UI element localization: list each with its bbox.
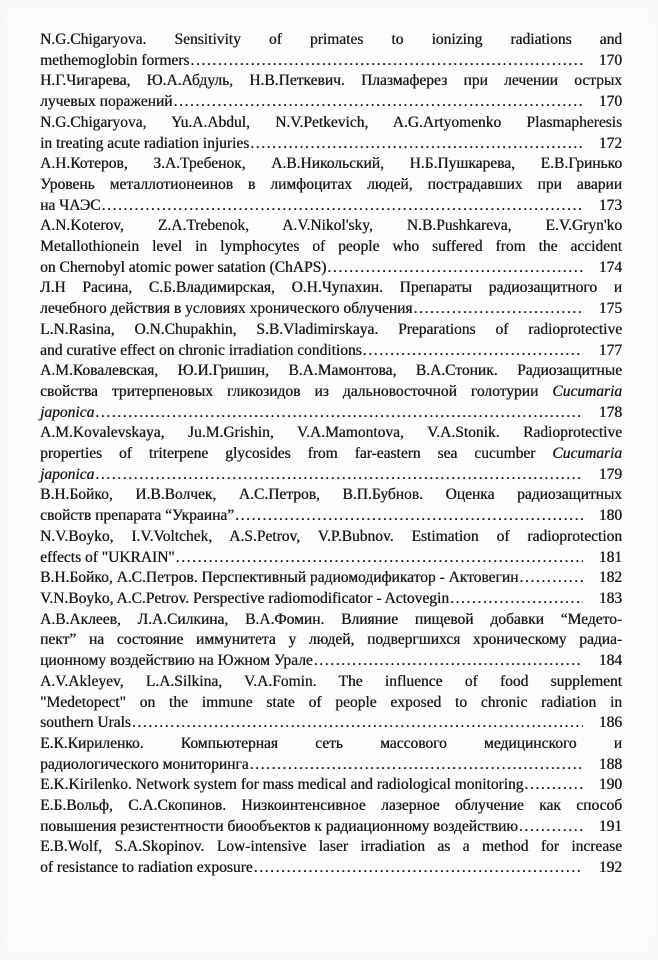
toc-entry [40, 589, 622, 610]
toc-entry-line: на ЧАЭС [40, 196, 101, 214]
toc-page-number: 188 [598, 755, 622, 773]
toc-page-number: 170 [598, 93, 622, 111]
toc-entry-last-line [40, 506, 622, 527]
toc-entry-last-line [40, 651, 622, 672]
toc-entry-line: лучевых поражений [40, 93, 173, 111]
toc-entry-last-line [40, 775, 622, 796]
toc-entry-line: В.Н.Бойко, И.В.Волчек, А.С.Петров, В.П.Бубнов. Оценка радиозащитных [40, 486, 622, 504]
toc-page-number: 173 [598, 196, 622, 214]
toc-entry-line: В.Н.Бойко, А.С.Петров. Перспективный радиомодификатор - Актовегин [40, 569, 519, 587]
toc-entry-line: on Chernobyl atomic power satation (ChAPS) [40, 258, 327, 276]
toc-page-number: 186 [598, 714, 622, 732]
toc-entry [40, 775, 622, 796]
toc-entry-line: japonica [40, 465, 95, 483]
toc-entry-line: A.M.Kovalevskaya, Ju.M.Grishin, V.A.Mamontova, V.A.Stonik. Radioprotective [40, 424, 622, 442]
toc-entry [40, 154, 622, 216]
toc-entry-line: А.М.Ковалевская, Ю.И.Гришин, В.А.Мамонтова, В.А.Стоник. Радиозащитные [40, 362, 622, 380]
toc-leader-dots [519, 817, 583, 838]
toc-entry-line: Е.К.Кириленко. Компьютерная сеть массового медицинского и [40, 734, 622, 752]
toc-entry-line: пект” на состояние иммунитета у людей, подвергшихся хроническому радиа- [40, 631, 622, 649]
toc-leader-dots [190, 51, 583, 72]
toc-entry [40, 568, 622, 589]
toc-leader-dots [176, 548, 583, 569]
toc-entry-last-line [40, 196, 622, 217]
toc-entry-line: of resistance to radiation exposure [40, 859, 253, 877]
toc-page-number: 179 [598, 465, 622, 483]
toc-entry-line: Л.Н Расина, С.Б.Владимирская, О.Н.Чупахин. Препараты радиозащитного и [40, 279, 622, 297]
toc-leader-dots [132, 713, 583, 734]
toc-entry-last-line [40, 548, 622, 569]
toc-entry-line: А.В.Аклеев, Л.А.Силкина, В.А.Фомин. Влияние пищевой добавки “Медето- [40, 610, 622, 628]
toc-leader-dots [327, 258, 583, 279]
toc-page-number: 190 [598, 776, 622, 794]
toc-entry-line: A.N.Koterov, Z.A.Trebenok, A.V.Nikol'sky, N.B.Pushkareva, E.V.Gryn'ko [40, 217, 622, 235]
toc-entry-last-line [40, 755, 622, 776]
toc-entry-line: methemoglobin formers [40, 51, 190, 69]
toc-entry-line: ционному воздействию на Южном Урале [40, 652, 313, 670]
toc-page-number: 192 [598, 859, 622, 877]
toc-entry-last-line [40, 258, 622, 279]
toc-entry-line: Metallothionein level in lymphocytes of people who suffered from the accident [40, 238, 622, 256]
toc-entry [40, 837, 622, 878]
toc-page-number: 174 [598, 258, 622, 276]
toc-leader-dots [95, 465, 583, 486]
toc-page-number: 175 [598, 300, 622, 318]
toc-entry [40, 361, 622, 423]
toc-leader-dots [95, 403, 583, 424]
toc-page-number: 181 [598, 548, 622, 566]
toc-entry [40, 527, 622, 568]
toc-entry [40, 485, 622, 526]
toc-entry-line: L.N.Rasina, O.N.Chupakhin, S.B.Vladimirskaya. Preparations of radioprotective [40, 320, 622, 338]
toc-entry-line: Е.Б.Вольф, С.А.Скопинов. Низкоинтенсивное лазерное облучение как способ [40, 797, 622, 815]
toc-leader-dots [250, 134, 583, 155]
toc-entry-last-line [40, 465, 622, 486]
toc-entry-line: effects of "UKRAIN" [40, 548, 175, 566]
toc-entry-line: "Medetopect" on the immune state of people exposed to chronic radiation in [40, 693, 622, 711]
toc-entry-last-line [40, 589, 622, 610]
toc-entry [40, 216, 622, 278]
toc-leader-dots [235, 506, 583, 527]
toc-page-number: 178 [598, 403, 622, 421]
toc-entry-line: southern Urals [40, 714, 131, 732]
toc-page-number: 184 [598, 652, 622, 670]
toc-entry-last-line [40, 341, 622, 362]
toc-entry [40, 278, 622, 319]
toc-page-number: 180 [598, 507, 622, 525]
toc-entry [40, 71, 622, 112]
toc-entry-line: N.G.Chigaryova. Sensitivity of primates to ionizing radiations and [40, 31, 622, 48]
toc-leader-dots [254, 858, 583, 879]
toc-page-number: 170 [598, 51, 622, 69]
toc-entry-line: Н.Г.Чигарева, Ю.А.Абдуль, Н.В.Петкевич. Плазмаферез при лечении острых [40, 72, 622, 90]
toc-entry-last-line [40, 51, 622, 72]
toc-leader-dots [450, 589, 583, 610]
toc-entry [40, 113, 622, 154]
toc-entry [40, 672, 622, 734]
toc-entry-line: Уровень металлотионеинов в лимфоцитах людей, пострадавших при аварии [40, 175, 622, 193]
toc-leader-dots [250, 755, 583, 776]
toc-entry-line: А.Н.Котеров, З.А.Требенок, А.В.Никольский, Н.Б.Пушкарева, Е.В.Гринько [40, 155, 622, 173]
toc-entry-line: properties of triterpene glycosides from far-eastern sea cucumber Cucumaria [40, 445, 622, 463]
toc-entry-line: A.V.Akleyev, L.A.Silkina, V.A.Fomin. The influence of food supplement [40, 672, 622, 690]
toc-leader-dots [314, 651, 583, 672]
toc-entry-line: V.N.Boyko, A.C.Petrov. Perspective radiomodificator - Actovegin [40, 589, 449, 607]
toc-page-number: 183 [598, 589, 622, 607]
toc-entry-line: свойств препарата “Украина” [40, 507, 235, 525]
toc-leader-dots [173, 92, 583, 113]
toc-entry-line: свойства тритерпеновых гликозидов из дальновосточной голотурии Cucumaria [40, 382, 622, 400]
toc-entry-line: повышения резистентности биообъектов к радиационному воздействию [40, 817, 518, 835]
toc-entry-line: E.B.Wolf, S.A.Skopinov. Low-intensive laser irradiation as a method for increase [40, 838, 622, 856]
toc-entry-line: E.K.Kirilenko. Network system for mass medical and radiological monitoring [40, 776, 524, 794]
toc-entry-last-line [40, 568, 622, 589]
toc-list [40, 30, 622, 879]
toc-leader-dots [363, 341, 583, 362]
toc-entry-line: japonica [40, 403, 95, 421]
toc-entry-line: N.G.Chigaryova, Yu.A.Abdul, N.V.Petkevich, A.G.Artyomenko Plasmapheresis [40, 113, 622, 131]
toc-entry-last-line [40, 403, 622, 424]
toc-entry-line: N.V.Boyko, I.V.Voltchek, A.S.Petrov, V.P.Bubnov. Estimation of radioprotection [40, 527, 622, 545]
toc-page-number: 191 [598, 817, 622, 835]
toc-entry-last-line [40, 92, 622, 113]
toc-entry [40, 796, 622, 837]
toc-entry [40, 320, 622, 361]
toc-leader-dots [102, 196, 583, 217]
toc-entry [40, 423, 622, 485]
toc-entry-last-line [40, 858, 622, 879]
toc-entry [40, 610, 622, 672]
toc-entry-line: лечебного действия в условиях хронического облучения [40, 300, 413, 318]
toc-entry-last-line [40, 134, 622, 155]
toc-entry-line: and curative effect on chronic irradiation conditions [40, 341, 362, 359]
toc-leader-dots [519, 568, 583, 589]
toc-entry-line: радиологического мониторинга [40, 755, 249, 773]
toc-entry-last-line [40, 817, 622, 838]
toc-leader-dots [413, 299, 583, 320]
toc-page-number: 172 [598, 134, 622, 152]
toc-entry-last-line [40, 713, 622, 734]
toc-leader-dots [524, 775, 583, 796]
toc-entry-last-line [40, 299, 622, 320]
toc-page-number: 177 [598, 341, 622, 359]
toc-entry [40, 734, 622, 775]
toc-entry-line: in treating acute radiation injuries [40, 134, 250, 152]
toc-entry [40, 30, 622, 71]
toc-page-number: 182 [598, 569, 622, 587]
